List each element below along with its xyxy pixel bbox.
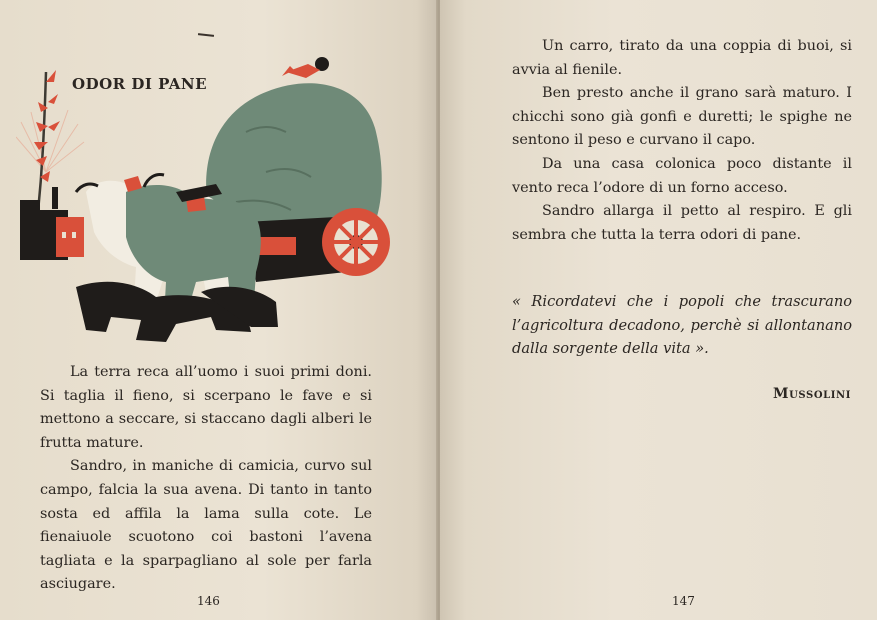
quote: « Ricordatevi che i popoli che trascurano l’agricoltura decadono, perchè si allontanano dalla sorgente della vita ».	[512, 293, 852, 358]
farmer-on-haystack	[282, 57, 329, 78]
page-number: 146	[197, 594, 220, 608]
ink-mark	[198, 33, 214, 37]
quote-author: Mussolini	[773, 386, 852, 402]
paragraph: Ben presto anche il grano sarà maturo. I chicchi sono già gonfi e duretti; le spighe ne sentono il peso e curvano il capo.	[512, 85, 852, 149]
right-body-text	[512, 35, 852, 247]
page-number: 147	[672, 594, 695, 608]
paragraph: Sandro, in maniche di camicia, curvo sul campo, falcia la sua avena. Di tanto in tanto sosta ed affila la lama sulla cote. Le fienaiuole scuotono coi bastoni l’avena tagliata e la sparpagliano al sole per farla asciugare.	[40, 458, 372, 593]
farmhouse	[20, 187, 84, 260]
paragraph: Un carro, tirato da una coppia di buoi, si avvia al fienile.	[512, 38, 852, 78]
paragraph: Da una casa colonica poco distante il vento reca l’odore di un forno acceso.	[512, 155, 852, 196]
paragraph: Sandro allarga il petto al respiro. E gli sembra che tutta la terra odori di pane.	[512, 203, 852, 243]
left-page	[0, 0, 438, 620]
story-title: ODOR DI PANE	[72, 75, 208, 93]
paragraph: La terra reca all’uomo i suoi primi doni. Si taglia il fieno, si scerpano le fave e si mettono a seccare, si staccano dagli alberi le frutta mature.	[40, 364, 372, 451]
left-body-text	[40, 361, 372, 597]
sun-rays-decoration	[16, 110, 84, 172]
